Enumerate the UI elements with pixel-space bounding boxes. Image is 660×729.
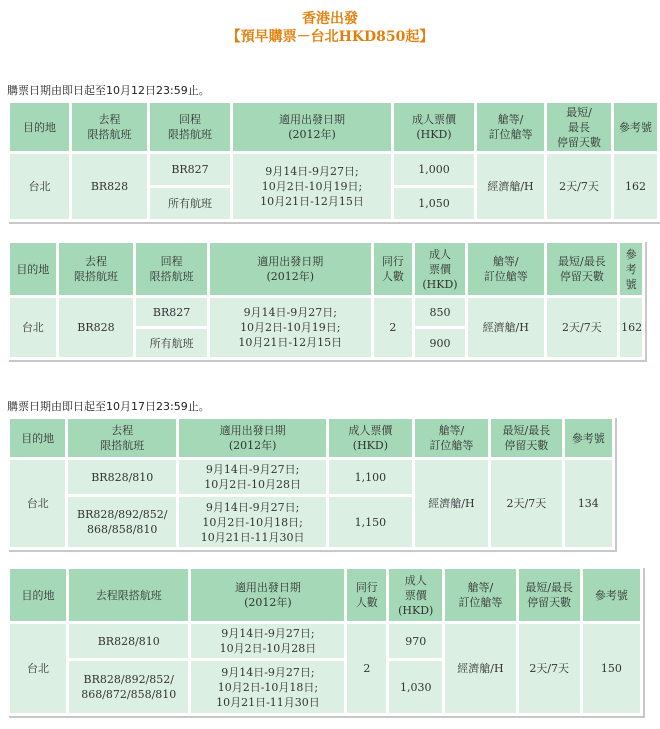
cell-reference-no: 134 [565, 460, 612, 547]
header-adult-fare: 成人 票價 (HKD) [415, 243, 465, 295]
cell-adult-fare: 1,030 [389, 661, 442, 713]
header-reference-no: 參考號 [614, 103, 657, 151]
header-party-size: 同行 人數 [347, 569, 386, 621]
cell-cabin-class: 經濟艙/H [468, 298, 544, 357]
header-outbound-flight: 去程限搭航班 [69, 569, 188, 621]
cell-destination: 台北 [10, 624, 66, 713]
cell-adult-fare: 1,050 [394, 188, 474, 219]
header-outbound-flight: 去程 限搭航班 [68, 419, 176, 457]
cell-cabin-class: 經濟艙/H [415, 460, 489, 547]
cell-party-size: 2 [347, 624, 386, 713]
header-travel-dates: 適用出發日期 (2012年) [191, 569, 344, 621]
header-cabin-class: 艙等/ 訂位艙等 [445, 569, 515, 621]
cell-stay-days: 2天/7天 [547, 154, 611, 219]
header-destination: 目的地 [10, 103, 69, 151]
header-reference-no: 參考號 [565, 419, 612, 457]
header-stay-days: 最短/最長 停留天數 [547, 243, 618, 295]
header-outbound-flight: 去程 限搭航班 [72, 103, 147, 151]
cell-cabin-class: 經濟艙/H [445, 624, 515, 713]
purchase-period-note-1: 購票日期由即日起至10月12日23:59止。 [7, 84, 210, 97]
header-adult-fare: 成人票價 (HKD) [394, 103, 474, 151]
header-stay-days: 最短/最長 停留天數 [519, 569, 580, 621]
cell-outbound-flight: BR828/892/852/ 868/872/858/810 [69, 661, 188, 713]
fare-table-3 [7, 416, 615, 550]
header-travel-dates: 適用出發日期 (2012年) [179, 419, 326, 457]
cell-return-flight: BR827 [150, 154, 230, 185]
cell-destination: 台北 [10, 460, 65, 547]
header-destination: 目的地 [10, 569, 66, 621]
cell-outbound-flight: BR828 [72, 154, 147, 219]
cell-travel-dates: 9月14日-9月27日; 10月2日-10月18日; 10月21日-11月30日 [191, 661, 344, 713]
cell-stay-days: 2天/7天 [547, 298, 618, 357]
cell-stay-days: 2天/7天 [519, 624, 580, 713]
header-stay-days: 最短/ 最長 停留天數 [547, 103, 611, 151]
cell-destination: 台北 [10, 154, 69, 219]
cell-travel-dates: 9月14日-9月27日; 10月2日-10月28日 [179, 460, 326, 494]
cell-adult-fare: 1,000 [394, 154, 474, 185]
page-subtitle: 【預早購票－台北HKD850起】 [226, 29, 434, 45]
cell-return-flight: 所有航班 [150, 188, 230, 219]
header-travel-dates: 適用出發日期 (2012年) [233, 103, 391, 151]
header-travel-dates: 適用出發日期 (2012年) [210, 243, 371, 295]
header-party-size: 同行 人數 [374, 243, 412, 295]
fare-table-4 [7, 566, 643, 716]
cell-travel-dates: 9月14日-9月27日; 10月2日-10月18日; 10月21日-11月30日 [179, 497, 326, 547]
header-destination: 目的地 [10, 243, 56, 295]
header-adult-fare: 成人 票價 (HKD) [389, 569, 442, 621]
cell-outbound-flight: BR828/892/852/ 868/858/810 [68, 497, 176, 547]
cell-adult-fare: 970 [389, 624, 442, 658]
cell-party-size: 2 [374, 298, 412, 357]
cell-cabin-class: 經濟艙/H [477, 154, 544, 219]
cell-travel-dates: 9月14日-9月27日; 10月2日-10月28日 [191, 624, 344, 658]
fare-table-2 [7, 240, 645, 360]
header-reference-no: 參考號 [583, 569, 640, 621]
header-destination: 目的地 [10, 419, 65, 457]
cell-adult-fare: 1,150 [329, 497, 412, 547]
header-reference-no: 參 考 號 [620, 243, 642, 295]
cell-travel-dates: 9月14日-9月27日; 10月2日-10月19日; 10月21日-12月15日 [210, 298, 371, 357]
header-adult-fare: 成人票價 (HKD) [329, 419, 412, 457]
fare-table-1 [7, 100, 660, 222]
header-cabin-class: 艙等/ 訂位艙等 [468, 243, 544, 295]
cell-reference-no: 162 [620, 298, 642, 357]
header-outbound-flight: 去程 限搭航班 [59, 243, 134, 295]
page-title: 香港出發 [302, 11, 358, 27]
cell-reference-no: 162 [614, 154, 657, 219]
cell-stay-days: 2天/7天 [491, 460, 561, 547]
cell-reference-no: 150 [583, 624, 640, 713]
purchase-period-note-2: 購票日期由即日起至10月17日23:59止。 [7, 400, 210, 413]
header-return-flight: 回程 限搭航班 [150, 103, 230, 151]
header-cabin-class: 艙等/ 訂位艙等 [415, 419, 489, 457]
cell-destination: 台北 [10, 298, 56, 357]
cell-adult-fare: 850 [415, 298, 465, 326]
header-stay-days: 最短/最長 停留天數 [491, 419, 561, 457]
cell-outbound-flight: BR828 [59, 298, 134, 357]
cell-travel-dates: 9月14日-9月27日; 10月2日-10月19日; 10月21日-12月15日 [233, 154, 391, 219]
cell-adult-fare: 1,100 [329, 460, 412, 494]
cell-adult-fare: 900 [415, 329, 465, 357]
cell-outbound-flight: BR828/810 [69, 624, 188, 658]
header-return-flight: 回程 限搭航班 [136, 243, 207, 295]
header-cabin-class: 艙等/ 訂位艙等 [477, 103, 544, 151]
cell-return-flight: 所有航班 [136, 329, 207, 357]
cell-outbound-flight: BR828/810 [68, 460, 176, 494]
cell-return-flight: BR827 [136, 298, 207, 326]
